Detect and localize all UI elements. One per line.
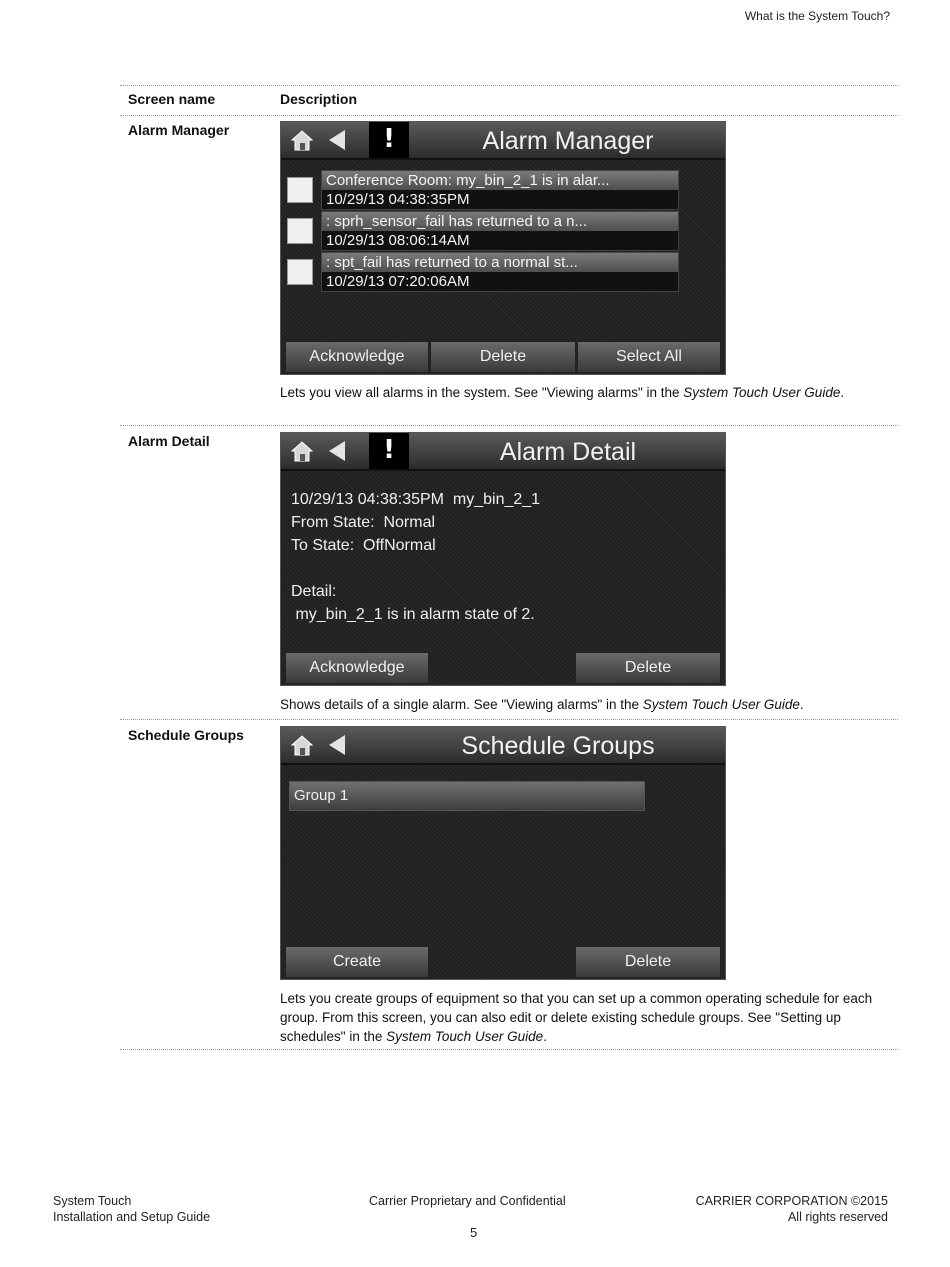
guide-reference: System Touch User Guide [683, 385, 841, 400]
description-end: . [840, 385, 845, 400]
row-description-alarm-manager [280, 383, 890, 402]
alarm-checkbox[interactable] [287, 259, 313, 285]
row-name-schedule-groups: Schedule Groups [128, 727, 244, 743]
row-rule [120, 719, 898, 720]
alarm-timestamp: 10/29/13 07:20:06AM [322, 272, 678, 291]
back-arrow-icon[interactable] [329, 130, 345, 150]
acknowledge-button[interactable]: Acknowledge [285, 652, 429, 684]
description-text: Lets you view all alarms in the system. See "Viewing alarms" in the [280, 385, 684, 400]
alarm-alert-icon[interactable]: ! [369, 122, 409, 158]
create-button[interactable]: Create [285, 946, 429, 978]
alarm-to-state: To State: OffNormal [291, 537, 436, 554]
guide-reference: System Touch User Guide [642, 697, 800, 712]
home-icon[interactable] [289, 128, 315, 152]
alarm-message: Conference Room: my_bin_2_1 is in alar... [322, 171, 678, 190]
screen-title: Schedule Groups [461, 732, 655, 760]
page-number: 5 [470, 1225, 478, 1240]
description-end: . [543, 1029, 547, 1044]
footer-right [696, 1193, 888, 1225]
column-header-screen-name: Screen name [128, 91, 216, 107]
screen-title: Alarm Detail [499, 438, 637, 466]
alarm-timestamp: 10/29/13 04:38:35PM [322, 190, 678, 209]
back-arrow-icon[interactable] [329, 441, 345, 461]
row-name-alarm-detail: Alarm Detail [128, 433, 210, 449]
row-name-alarm-manager: Alarm Manager [128, 122, 230, 138]
alarm-checkbox[interactable] [287, 177, 313, 203]
guide-reference: System Touch User Guide [386, 1029, 544, 1044]
alarm-detail-text: my_bin_2_1 is in alarm state of 2. [291, 606, 535, 623]
table-top-rule [120, 85, 898, 86]
description-text: Shows details of a single alarm. See "Viewing alarms" in the [280, 697, 643, 712]
alarm-detail-timestamp: 10/29/13 04:38:35PM my_bin_2_1 [291, 491, 541, 508]
footer-rights: All rights reserved [787, 1210, 888, 1224]
screen-titlebar [281, 727, 725, 765]
footer-left [53, 1193, 210, 1225]
alarm-detail-label: Detail: [291, 583, 337, 600]
running-header: What is the System Touch? [744, 9, 890, 23]
schedule-groups-screenshot [280, 726, 726, 980]
alarm-entry[interactable] [321, 252, 679, 292]
footer-product: System Touch [53, 1194, 132, 1208]
screen-title: Alarm Manager [482, 127, 654, 155]
screen-titlebar [281, 122, 725, 160]
home-icon[interactable] [289, 439, 315, 463]
alarm-list-item[interactable] [287, 211, 679, 249]
delete-button[interactable]: Delete [575, 652, 721, 684]
alarm-alert-icon[interactable]: ! [369, 433, 409, 469]
description-text: Lets you create groups of equipment so that you can set up a common operating schedule for each group. From this screen, you can also edit or delete existing schedule groups. See "Setting up schedules" in the [280, 991, 873, 1044]
footer-copyright: CARRIER CORPORATION ©2015 [695, 1194, 888, 1208]
select-all-button[interactable]: Select All [577, 341, 721, 373]
screen-titlebar [281, 433, 725, 471]
alarm-manager-screenshot [280, 121, 726, 375]
alarm-list-item[interactable] [287, 252, 679, 290]
alarm-checkbox[interactable] [287, 218, 313, 244]
acknowledge-button[interactable]: Acknowledge [285, 341, 429, 373]
row-description-schedule-groups [280, 989, 890, 1046]
description-end: . [799, 697, 804, 712]
column-header-description: Description [280, 91, 358, 107]
footer-center: Carrier Proprietary and Confidential [369, 1194, 566, 1208]
alarm-list-item[interactable] [287, 170, 679, 208]
footer-guide-title: Installation and Setup Guide [53, 1210, 211, 1224]
alarm-entry[interactable] [321, 170, 679, 210]
row-rule [120, 425, 898, 426]
alarm-entry[interactable] [321, 211, 679, 251]
delete-button[interactable]: Delete [575, 946, 721, 978]
alarm-message: : sprh_sensor_fail has returned to a n... [322, 212, 678, 231]
home-icon[interactable] [289, 733, 315, 757]
table-header-rule [120, 115, 898, 116]
alarm-timestamp: 10/29/13 08:06:14AM [322, 231, 678, 250]
row-description-alarm-detail [280, 695, 890, 714]
back-arrow-icon[interactable] [329, 735, 345, 755]
alarm-message: : spt_fail has returned to a normal st... [322, 253, 678, 272]
schedule-group-item[interactable]: Group 1 [289, 781, 645, 811]
table-bottom-rule [120, 1049, 898, 1050]
delete-button[interactable]: Delete [430, 341, 576, 373]
alarm-from-state: From State: Normal [291, 514, 436, 531]
alarm-detail-screenshot [280, 432, 726, 686]
